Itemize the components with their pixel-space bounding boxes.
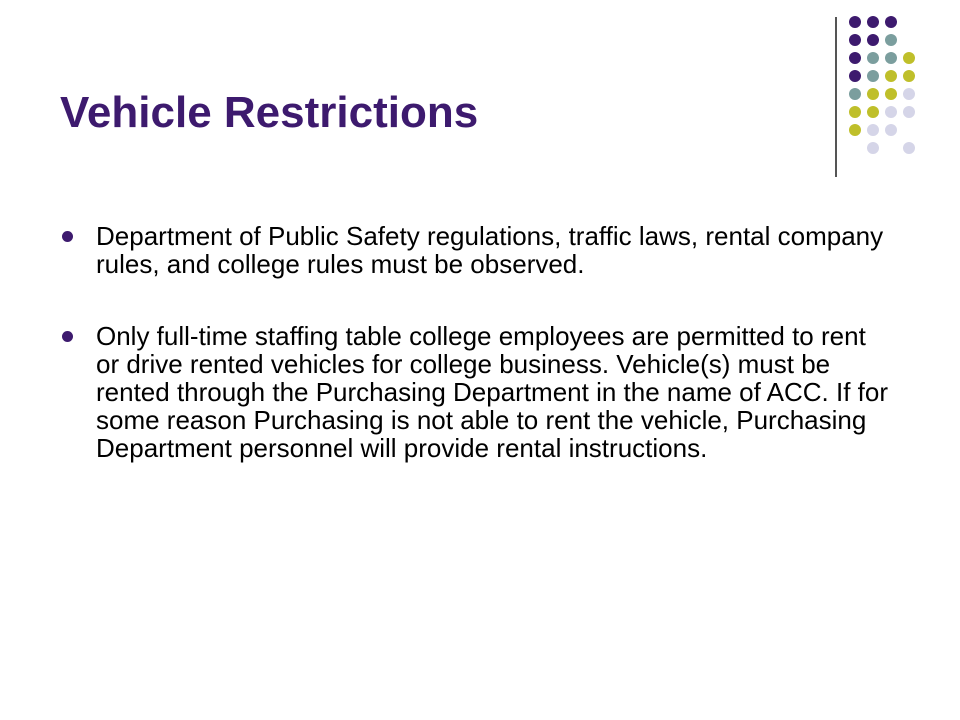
decorative-dot — [903, 52, 915, 64]
bullet-text: Department of Public Safety regulations, traffic laws, rental company rules, and college rules must be observed. — [96, 221, 884, 279]
decorative-dot — [849, 52, 861, 64]
vertical-divider-line — [835, 17, 837, 177]
decorative-dot — [903, 106, 915, 118]
decorative-dot — [849, 70, 861, 82]
decorative-dot — [867, 16, 879, 28]
decorative-dot — [903, 142, 915, 154]
decorative-dot — [849, 88, 861, 100]
decorative-dot — [867, 142, 879, 154]
decorative-dot — [867, 124, 879, 136]
bullet-dot-icon — [62, 231, 73, 242]
decorative-dot — [903, 70, 915, 82]
bullet-text: Only full-time staffing table college employees are permitted to rent or drive rented vehicles for college business. Vehicle(s) must be rented through the Purchasing Department in the name of ACC. If for some reason Purchasing is not able to rent the vehicle, Purchasing Department personnel will provide rental instructions. — [96, 321, 888, 463]
bullet-dot-icon — [62, 331, 73, 342]
slide-title: Vehicle Restrictions — [60, 88, 479, 137]
bullet-list — [0, 222, 960, 506]
decorative-dot — [867, 52, 879, 64]
decorative-dot — [867, 34, 879, 46]
decorative-dot — [849, 124, 861, 136]
decorative-dot — [867, 70, 879, 82]
decorative-dot — [867, 88, 879, 100]
decorative-dot — [849, 106, 861, 118]
bullet-item — [0, 222, 960, 278]
decorative-dot — [885, 88, 897, 100]
decorative-dot — [903, 88, 915, 100]
decorative-dot — [849, 16, 861, 28]
decorative-dot — [849, 34, 861, 46]
decorative-dot — [885, 106, 897, 118]
bullet-item — [0, 322, 960, 462]
decorative-dot — [885, 34, 897, 46]
decorative-dot — [885, 52, 897, 64]
decorative-dot — [867, 106, 879, 118]
decorative-dot — [885, 70, 897, 82]
decorative-dot — [885, 124, 897, 136]
decorative-dot — [885, 16, 897, 28]
